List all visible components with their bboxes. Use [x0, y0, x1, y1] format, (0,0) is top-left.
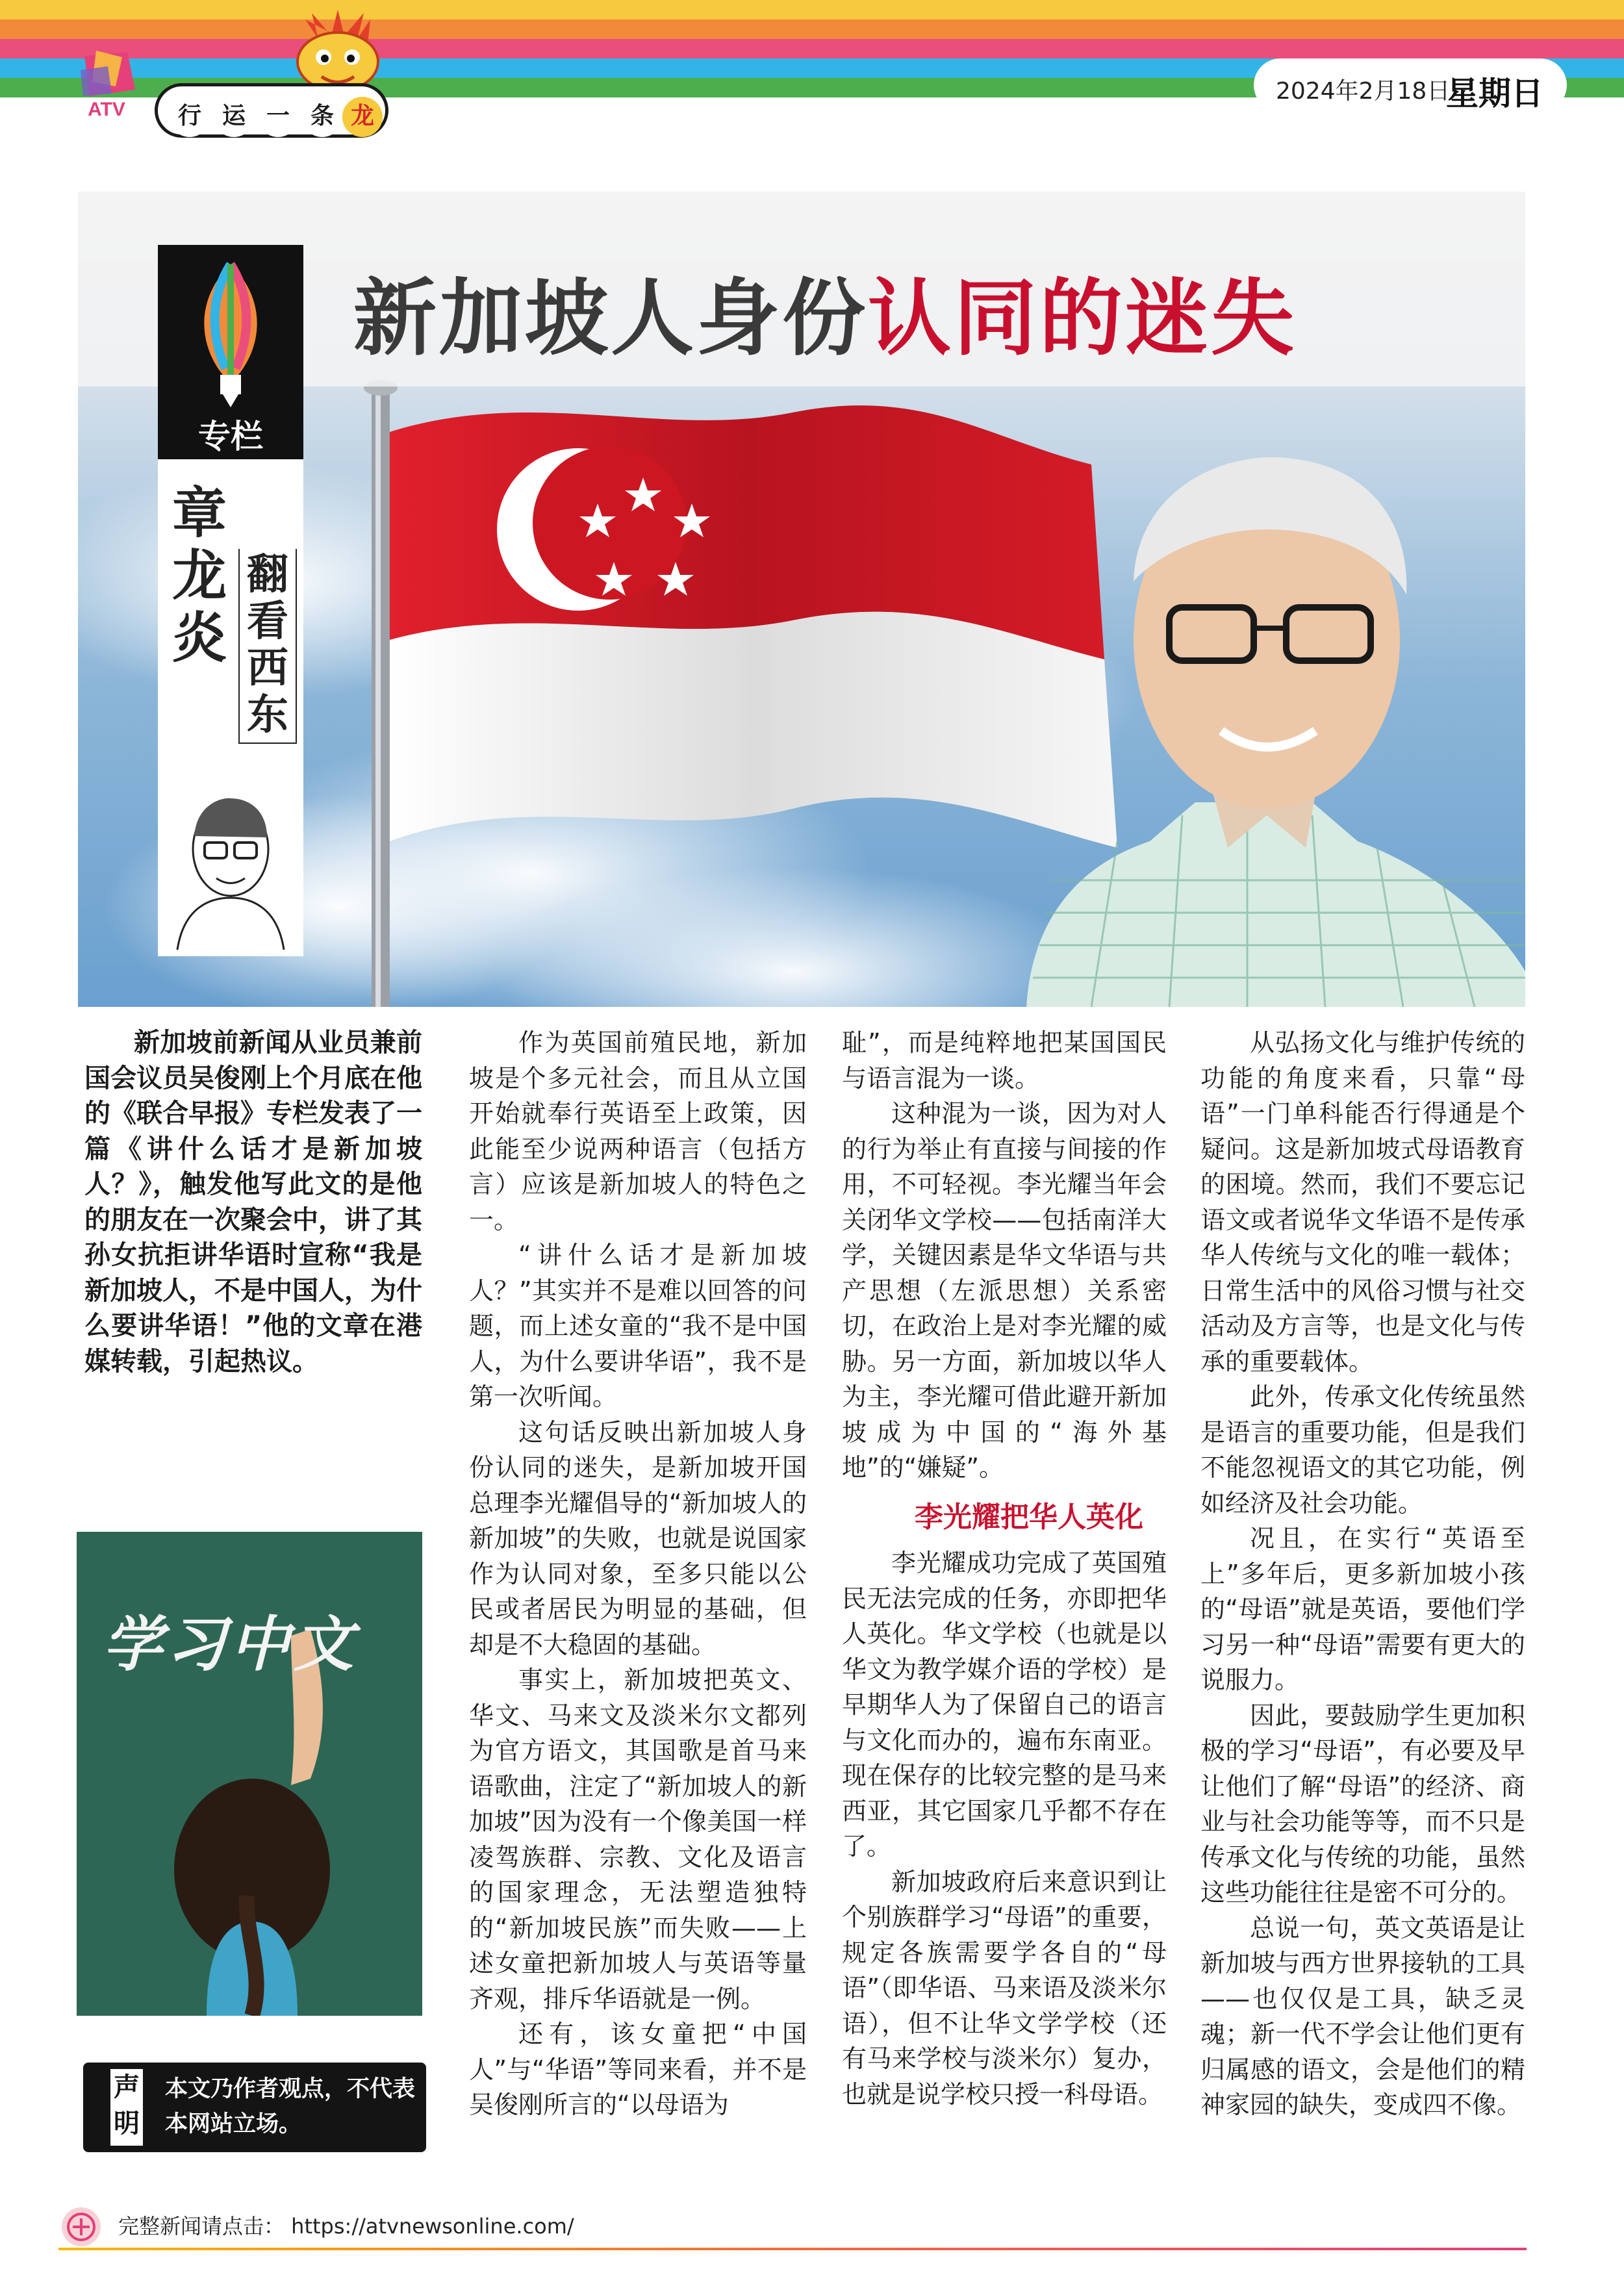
paragraph: 新加坡政府后来意识到让个别族群学习“母语”的重要，规定各族需要学各自的“母语”（即华语、马来语及淡米尔语），但不让华文学学校（还有马来学校与淡米尔）复办，也就是说学校只授一科母语。 — [842, 1867, 1167, 2109]
tagline-char: 条 — [302, 97, 342, 137]
chalkboard-photo — [77, 1532, 422, 2016]
tagline-char: 龙 — [342, 97, 383, 137]
chalk-text: 学习中文 — [103, 1609, 358, 1679]
hero-banner — [78, 192, 1525, 1007]
author-name: 章龙炎 — [172, 481, 227, 670]
paragraph: 作为英国前殖民地，新加坡是个多元社会，而且从立国开始就奉行英语至上政策，因此能至少说两种语言（包括方言）应该是新加坡人的特色之一。 — [469, 1028, 807, 1234]
columnist-panel — [158, 245, 303, 956]
column-badge — [158, 245, 303, 459]
paragraph: 还有，该女童把“中国人”与“华语”等同来看，并不是吴俊刚所言的“以母语为 — [469, 2020, 807, 2119]
article-column-3 — [842, 1025, 1167, 2112]
paragraph: 此外，传承文化传统虽然是语言的重要功能，但是我们不能忽视语文的其它功能，例如经济及社会功能。 — [1200, 1382, 1525, 1518]
date-badge — [1254, 58, 1567, 112]
tagline-char: 运 — [214, 97, 254, 137]
tagline-char: 一 — [258, 97, 298, 137]
article-lead: 新加坡前新闻从业员兼前国会议员吴俊刚上个月底在他的《联合早报》专栏发表了一篇《讲什么话才是新加坡人？》，触发他写此文的是他的朋友在一次聚会中，讲了其孙女抗拒讲华语时宣称“我是新加坡人，不是中国人，为什么要讲华语！”他的文章在港媒转载，引起热议。 — [84, 1028, 422, 1377]
paragraph: 因此，要鼓励学生更加积极的学习“母语”，有必要及早让他们了解“母语”的经济、商业与社会功能等等，而不只是传承文化与传统的功能，虽然这些功能往往是密不可分的。 — [1200, 1701, 1525, 1907]
disclaimer-box — [83, 2063, 426, 2152]
footer-divider — [58, 2248, 1527, 2250]
news-seal-icon — [58, 2204, 104, 2250]
paragraph: 从弘扬文化与维护传统的功能的角度来看，只靠“母语”一门单科能否行得通是个疑问。这是新加坡式母语教育的困境。然而，我们不要忘记语文或者说华文华语不是传承华人传统与文化的唯一载体；日常生活中的风俗习惯与社交活动及方言等，也是文化与传承的重要载体。 — [1200, 1028, 1525, 1376]
author-sketch-avatar — [164, 778, 297, 950]
headline-part-2: 认同的迷失 — [868, 270, 1297, 367]
disclaimer-text: 本文乃作者观点，不代表本网站立场。 — [165, 2076, 416, 2137]
paragraph: 事实上，新加坡把英文、华文、马来文及淡米尔文都列为官方语文，其国歌是首马来语歌曲，注定了“新加坡人的新加坡”因为没有一个像美国一样凌驾族群、宗教、文化及语言的国家理念，无法塑造独特的“新加坡民族”而失败——上述女童把新加坡人与英语等量齐观，排斥华语就是一例。 — [469, 1666, 807, 2013]
column-name: 翻看西东 — [238, 549, 297, 744]
paragraph: 李光耀成功完成了英国殖民无法完成的任务，亦即把华人英化。华文学校（也就是以华文为教学媒介语的学校）是早期华人为了保留自己的语言与文化而办的，遍布东南亚。现在保存的比较完整的是马来西亚，其它国家几乎都不存在了。 — [842, 1549, 1167, 1861]
column-label: 专栏 — [198, 418, 263, 455]
section-subheading: 李光耀把华人英化 — [915, 1500, 1143, 1534]
article-headline — [353, 251, 1297, 371]
pen-feather-icon — [158, 245, 303, 407]
paragraph: “讲什么话才是新加坡人？”其实并不是难以回答的问题，而上述女童的“我不是中国人，为什么要讲华语”，我不是第一次听闻。 — [469, 1241, 807, 1411]
tagline-char: 行 — [170, 97, 210, 137]
paragraph: 总说一句，英文英语是让新加坡与西方世界接轨的工具——也仅仅是工具，缺乏灵魂；新一代不学会让他们更有归属感的语文，会是他们的精神家园的缺失，变成四不像。 — [1200, 1913, 1525, 2119]
disclaimer-label: 声明 — [110, 2069, 143, 2146]
paragraph: 况且，在实行“英语至上”多年后，更多新加坡小孩的“母语”就是英语，要他们学习另一种“母语”需要有更大的说服力。 — [1200, 1524, 1525, 1694]
issue-weekday: 星期日 — [1446, 75, 1543, 112]
atv-logo[interactable] — [77, 51, 140, 122]
paragraph: 耻”，而是纯粹地把某国国民与语言混为一谈。 — [842, 1028, 1167, 1093]
svg-text:ATV: ATV — [88, 99, 125, 120]
issue-date: 2024年2月18日 — [1276, 78, 1451, 105]
article-column-4 — [1200, 1025, 1525, 2123]
tagline-pill — [155, 83, 388, 138]
headline-part-1: 新加坡人身份 — [353, 270, 869, 367]
paragraph: 这种混为一谈，因为对人的行为举止有直接与间接的作用，不可轻视。李光耀当年会关闭华文学校——包括南洋大学，关键因素是华文华语与共产思想（左派思想）关系密切，在政治上是对李光耀的威胁。另一方面，新加坡以华人为主，李光耀可借此避开新加坡成为中国的“海外基地”的“嫌疑”。 — [842, 1099, 1167, 1482]
article-column-2 — [469, 1025, 807, 2123]
paragraph: 这句话反映出新加坡人身份认同的迷失，是新加坡开国总理李光耀倡导的“新加坡人的新加坡”的失败，也就是说国家作为认同对象，至多只能以公民或者居民为明显的基础，但却是不大稳固的基础。 — [469, 1417, 807, 1659]
footer-link[interactable]: 完整新闻请点击： https://atvnewsonline.com/ — [118, 2214, 574, 2239]
